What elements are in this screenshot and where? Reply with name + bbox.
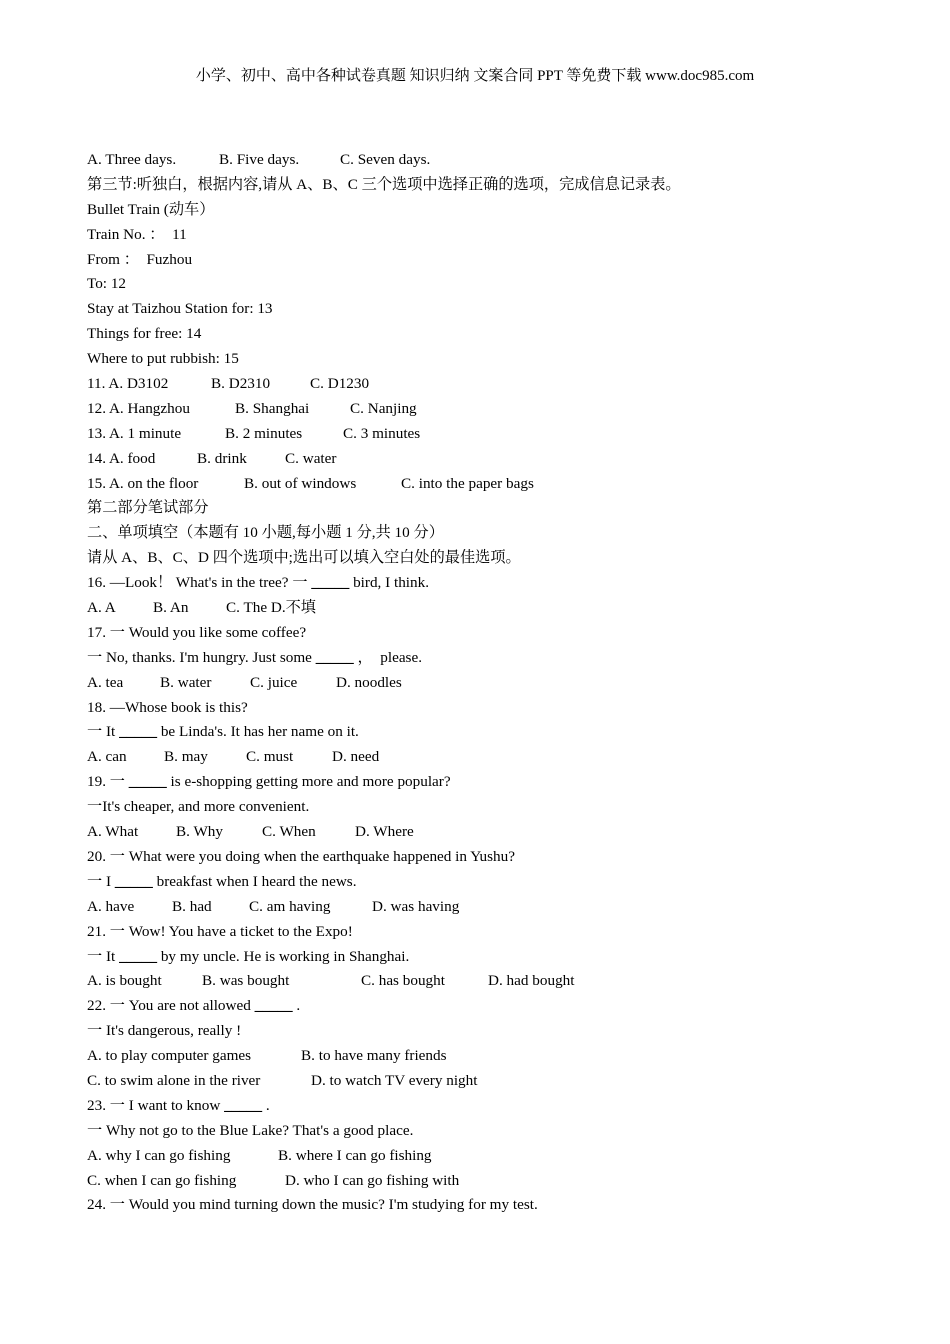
text-line	[87, 521, 907, 546]
answer-blank: _____	[224, 1096, 263, 1114]
text-line	[87, 770, 907, 795]
text-line	[87, 1094, 907, 1119]
text-segment: B. to have many friends	[301, 1047, 447, 1065]
text-segment: D. to watch TV every night	[311, 1071, 478, 1089]
text-segment: Stay at Taizhou Station for: 13	[87, 300, 273, 318]
text-segment: 一 It	[87, 947, 120, 965]
answer-blank: _____	[254, 997, 293, 1015]
text-line	[87, 248, 907, 273]
answer-blank: _____	[119, 723, 158, 741]
text-segment: C. D1230	[310, 375, 370, 393]
text-line	[87, 173, 907, 198]
text-segment: C. When	[262, 823, 316, 841]
text-segment: From ： Fuzhou	[87, 250, 193, 268]
text-segment: D. had bought	[488, 972, 575, 990]
text-segment: 12. A. Hangzhou	[87, 399, 190, 417]
text-line	[87, 297, 907, 322]
text-segment: 一 I	[87, 872, 115, 890]
text-line	[87, 945, 907, 970]
text-segment: C. am having	[249, 897, 331, 915]
answer-blank: _____	[119, 947, 158, 965]
text-segment: D. noodles	[336, 673, 402, 691]
text-line	[87, 745, 907, 770]
text-segment: B. was bought	[202, 972, 290, 990]
text-line	[87, 546, 907, 571]
text-segment: C. Seven days.	[340, 151, 431, 168]
text-segment: Train No. ： 11	[87, 225, 187, 243]
text-segment: D. Where	[355, 823, 414, 841]
text-segment: 18. —Whose book is this?	[87, 698, 248, 716]
text-line	[87, 1144, 907, 1169]
text-segment: B. out of windows	[244, 474, 357, 492]
text-segment: B. Five days.	[219, 151, 300, 168]
text-segment: A. What	[87, 823, 139, 841]
text-line	[87, 1119, 907, 1144]
text-segment: C. juice	[250, 673, 298, 691]
text-segment: .	[262, 1096, 270, 1114]
text-line	[87, 571, 907, 596]
text-line	[87, 671, 907, 696]
text-segment: A. can	[87, 748, 127, 766]
text-segment: 13. A. 1 minute	[87, 424, 182, 442]
text-segment: C. when I can go fishing	[87, 1171, 237, 1189]
text-segment: 14. A. food	[87, 449, 156, 467]
text-segment: 二、单项填空（本题有 10 小题,每小题 1 分,共 10 分）	[87, 524, 444, 542]
text-line	[87, 720, 907, 745]
text-line	[87, 447, 907, 472]
text-line	[87, 223, 907, 248]
text-segment: 20. 一 What were you doing when the earthquake happened in Yushu?	[87, 847, 515, 865]
text-segment: 一 Why not go to the Blue Lake? That's a good place.	[87, 1121, 414, 1139]
text-segment: D. need	[332, 748, 380, 766]
text-segment: 一It's cheaper, and more convenient.	[87, 798, 310, 816]
text-segment: C. to swim alone in the river	[87, 1071, 261, 1089]
text-segment: 请从 A、B、C、D 四个选项中;选出可以填入空白处的最佳选项。	[87, 549, 521, 567]
text-segment: 15. A. on the floor	[87, 474, 199, 492]
text-segment: B. may	[164, 748, 208, 766]
text-segment: 一 It	[87, 723, 120, 741]
text-segment: 21. 一 Wow! You have a ticket to the Expo!	[87, 922, 353, 940]
text-segment: A. is bought	[87, 972, 162, 990]
text-segment: breakfast when I heard the news.	[152, 872, 357, 890]
text-line	[87, 920, 907, 945]
document-body	[87, 148, 907, 1218]
text-line	[87, 845, 907, 870]
text-segment: C. must	[246, 748, 294, 766]
text-line	[87, 347, 907, 372]
text-line	[87, 870, 907, 895]
text-segment: C. 3 minutes	[343, 424, 421, 442]
text-segment: A. why I can go fishing	[87, 1146, 231, 1164]
text-segment: 第二部分笔试部分	[87, 499, 209, 517]
text-segment: A. have	[87, 897, 135, 915]
text-line	[87, 198, 907, 223]
text-segment: C. has bought	[361, 972, 445, 990]
text-segment: B. Why	[176, 823, 223, 841]
text-segment: is e-shopping getting more and more popular?	[166, 773, 451, 791]
text-line	[87, 795, 907, 820]
text-segment: C. Nanjing	[350, 399, 417, 417]
text-segment: C. into the paper bags	[401, 474, 534, 492]
text-segment: 一 No, thanks. I'm hungry. Just some	[87, 648, 316, 666]
text-line	[87, 1044, 907, 1069]
text-line	[87, 1193, 907, 1218]
text-segment: B. Shanghai	[235, 399, 310, 417]
text-segment: B. water	[160, 673, 212, 691]
text-segment: 一 It's dangerous, really !	[87, 1022, 242, 1040]
text-segment: C. water	[285, 449, 337, 467]
text-segment: bird, I think.	[349, 574, 430, 592]
text-segment: B. An	[153, 599, 189, 617]
text-segment: 第三节:听独白，根据内容,请从 A、B、C 三个选项中选择正确的选项，完成信息记录表。	[87, 175, 681, 193]
text-segment: To: 12	[87, 275, 127, 293]
text-segment: Bullet Train (动车）	[87, 200, 215, 218]
text-line	[87, 496, 907, 521]
text-segment: D. who I can go fishing with	[285, 1171, 460, 1189]
text-segment: Where to put rubbish: 15	[87, 350, 239, 368]
text-line	[87, 1169, 907, 1194]
text-segment: B. had	[172, 897, 212, 915]
text-segment: .	[292, 997, 301, 1015]
text-segment: A. tea	[87, 673, 124, 691]
page-header: 小学、初中、高中各种试卷真题 知识归纳 文案合同 PPT 等免费下载 www.doc985.com	[195, 68, 755, 84]
text-line	[87, 969, 907, 994]
text-segment: 17. 一 Would you like some coffee?	[87, 623, 307, 641]
text-segment: 11. A. D3102	[87, 375, 169, 393]
text-segment: ， please.	[353, 648, 423, 666]
text-line	[87, 1069, 907, 1094]
text-line	[87, 596, 907, 621]
text-segment: 19. 一	[87, 773, 129, 791]
text-segment: B. where I can go fishing	[278, 1146, 432, 1164]
answer-blank: _____	[315, 648, 354, 666]
text-line	[87, 472, 907, 497]
answer-blank: _____	[114, 872, 153, 890]
text-line	[87, 696, 907, 721]
text-line	[87, 1019, 907, 1044]
text-line	[87, 148, 907, 173]
text-line	[87, 621, 907, 646]
text-line	[87, 372, 907, 397]
text-segment: A. to play computer games	[87, 1047, 252, 1065]
text-segment: D. was having	[372, 897, 460, 915]
text-line	[87, 272, 907, 297]
text-line	[87, 397, 907, 422]
text-line	[87, 820, 907, 845]
text-line	[87, 994, 907, 1019]
text-segment: B. 2 minutes	[225, 424, 303, 442]
text-segment: 16. —Look！ What's in the tree? 一	[87, 574, 312, 592]
answer-blank: _____	[311, 574, 350, 592]
answer-blank: _____	[128, 773, 167, 791]
text-line	[87, 422, 907, 447]
text-segment: A. A	[87, 599, 116, 617]
text-segment: 24. 一 Would you mind turning down the music? I'm studying for my test.	[87, 1196, 538, 1214]
text-segment: C. The D.不填	[226, 599, 316, 617]
text-segment: B. D2310	[211, 375, 271, 393]
text-segment: A. Three days.	[87, 151, 177, 168]
text-line	[87, 646, 907, 671]
text-segment: 22. 一 You are not allowed	[87, 997, 255, 1015]
text-segment: 23. 一 I want to know	[87, 1096, 225, 1114]
text-segment: B. drink	[197, 449, 247, 467]
text-line	[87, 895, 907, 920]
text-segment: be Linda's. It has her name on it.	[157, 723, 359, 741]
text-line	[87, 322, 907, 347]
text-segment: by my uncle. He is working in Shanghai.	[157, 947, 410, 965]
text-segment: Things for free: 14	[87, 325, 202, 343]
